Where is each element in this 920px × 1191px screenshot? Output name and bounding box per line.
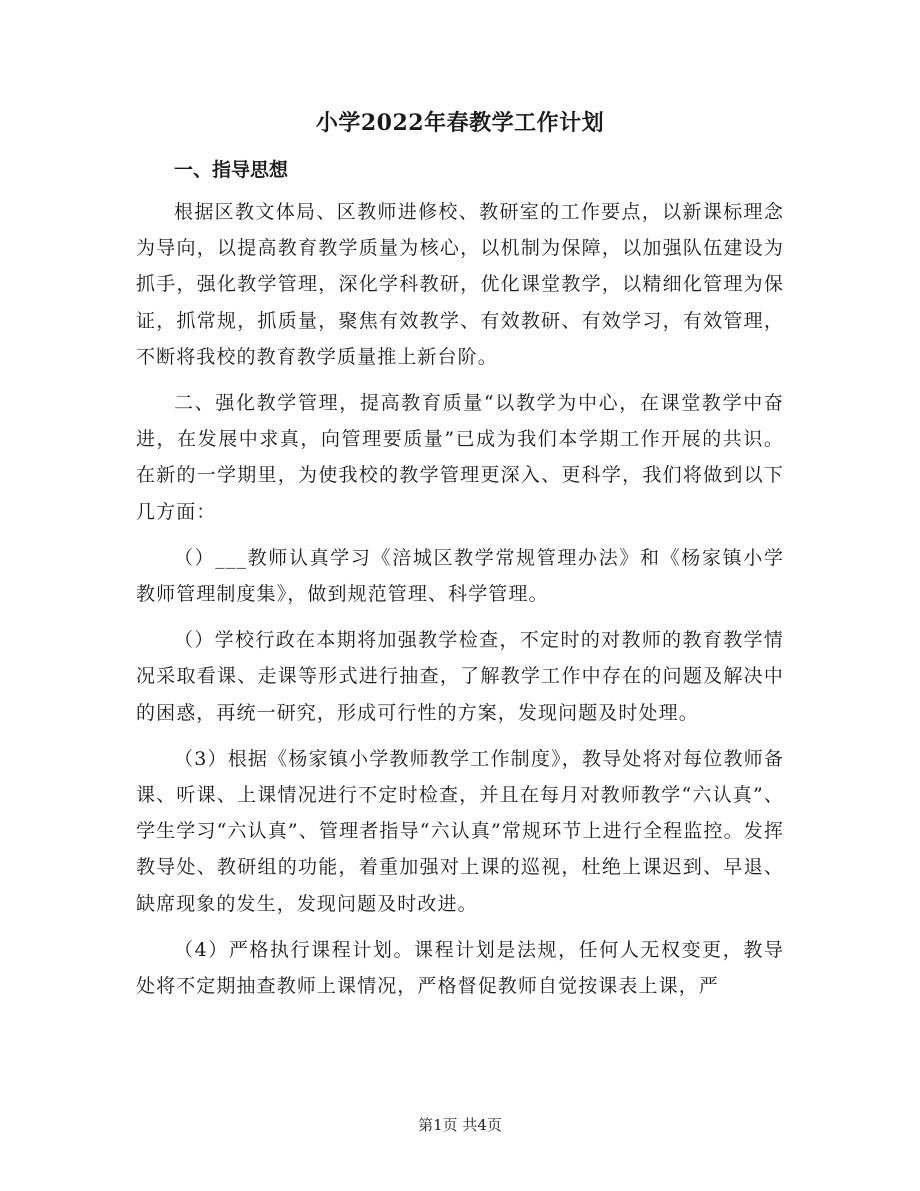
document-title: 小学2022年春教学工作计划 (315, 110, 605, 136)
section-heading-guiding-ideology: 一、指导思想 (174, 159, 289, 181)
page-number-footer: 第1页 共4页 (418, 1116, 502, 1134)
document-body (136, 154, 784, 1014)
paragraph: 根据区教文体局、区教师进修校、教研室的工作要点，以新课标理念为导向，以提高教育教学质量为核心，以机制为保障，以加强队伍建设为抓手，强化教学管理，深化学科教研，优化课堂教学，以精细化管理为保证，抓常规，抓质量，聚焦有效教学、有效教研、有效学习，有效管理，不断将我校的教育教学质量推上新台阶。 (136, 201, 784, 368)
paragraph: 二、强化教学管理，提高教育质量“以教学为中心，在课堂教学中奋进，在发展中求真，向管理要质量”已成为我们本学期工作开展的共识。在新的一学期里，为使我校的教学管理更深入、更科学，我们将做到以下几方面： (136, 392, 784, 523)
paragraph: （3）根据《杨家镇小学教师教学工作制度》，教导处将对每位教师备课、听课、上课情况进行不定时检查，并且在每月对教师教学“六认真”、学生学习“六认真”、管理者指导“六认真”常规环节上进行全程监控。发挥教导处、教研组的功能，着重加强对上课的巡视，杜绝上课迟到、早退、缺席现象的发生，发现问题及时改进。 (136, 747, 784, 915)
paragraph: （）学校行政在本期将加强教学检查，不定时的对教师的教育教学情况采取看课、走课等形式进行抽查，了解教学工作中存在的问题及解决中的困惑，再统一研究，形成可行性的方案，发现问题及时处理。 (136, 629, 784, 724)
paragraph: （4）严格执行课程计划。课程计划是法规，任何人无权变更，教导处将不定期抽查教师上课情况，严格督促教师自觉按课表上课，严 (136, 938, 784, 998)
paragraph: （）___教师认真学习《涪城区教学常规管理办法》和《杨家镇小学教师管理制度集》，做到规范管理、科学管理。 (136, 546, 784, 606)
